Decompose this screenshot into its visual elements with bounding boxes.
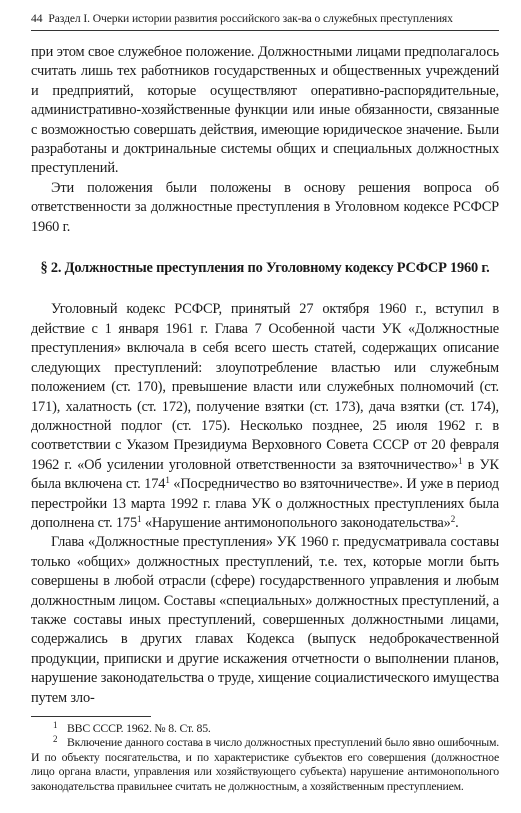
footnote-ref-2[interactable]: 2: [450, 513, 456, 524]
running-head: [31, 12, 499, 31]
footnote-divider: [31, 716, 151, 717]
paragraph-continuation: при этом свое служебное положение. Должностными лицами предполагалось считать лишь тех работников государственных и общественных учреждений и предприятий, которые осуществляют оперативно-распорядительные, административно-хозяйственные функции или иные обязанности, связанные с возможностью совершать действия, имеющие юридическое значение. Были разработаны и доктринальные системы общих и специальных должностных преступлений.: [31, 44, 499, 177]
page-number: 44: [31, 12, 43, 25]
article-superscript: 1: [137, 513, 142, 524]
footnote-text: ВВС СССР. 1962. № 8. Ст. 85.: [67, 721, 211, 735]
text-fragment: в УК была включена ст. 174: [31, 456, 499, 493]
footnote-2: 2 Включение данного состава в число должностных преступлений было явно ошибочным. И по объекту посягательства, и по характеристике субъектов его совершения (должностное лицо органа власти, управления или хозяйствующего субъекта) нарушение антимонопольного законодательства правильнее считать не должностным, а хозяйственным преступлением.: [31, 734, 499, 793]
paragraph-basis: Эти положения были положены в основу решения вопроса об ответственности за должностные преступления в Уголовном кодексе РСФСР 1960 г.: [31, 179, 499, 235]
body-text: [31, 43, 499, 708]
footnotes: [31, 721, 499, 793]
text-fragment: .: [455, 514, 459, 531]
footnote-ref-1[interactable]: 1: [458, 455, 463, 466]
footnote-text: Включение данного состава в число должностных преступлений было явно ошибочным. И по объекту посягательства, и по характеристике субъектов его совершения (должностное лицо органа власти, управления или хозяйствующего субъекта) нарушение антимонопольного законодательства правильнее считать не должностным, а хозяйственным преступлением.: [31, 735, 499, 793]
paragraph-chapter-scope: Глава «Должностные преступления» УК 1960 г. предусматривала составы только «общих» должностных преступлений, т.е. тех, которые могли быть совершены в любой отрасли (сфере) государственного управления и любым должностным лицом. Составы «специальных» должностных преступлений, а также составы иных преступлений, совершенных должностными лицами, содержались в других главах Кодекса (выпуск недоброкачественной продукции, приписки и другие искажения отчетности о выполнении планов, нарушение законодательства о труде, хищение социалистического имущества путем зло-: [31, 534, 499, 706]
article-superscript: 1: [165, 475, 170, 486]
text-fragment: «Посредничество во взяточничестве». И уже в период перестройки 13 марта 1992 г. глава УК о должностных преступлениях была дополнена ст. 175: [31, 476, 499, 531]
text-fragment: «Нарушение антимонопольного законодательства»: [141, 514, 451, 531]
running-head-title: Раздел I. Очерки истории развития российского зак-ва о служебных преступлениях: [48, 12, 453, 25]
section-heading: § 2. Должностные преступления по Уголовному кодексу РСФСР 1960 г.: [40, 260, 490, 277]
text-fragment: Уголовный кодекс РСФСР, принятый 27 октября 1960 г., вступил в действие с 1 января 1961 г. Глава 7 Особенной части УК «Должностные преступления» включала в себя всего шесть статей, содержащих описание следующих преступлений: злоупотребление властью или служебным положением (ст. 170), превышение власти или служебных полномочий (ст. 171), халатность (ст. 172), получение взятки (ст. 173), дача взятки (ст. 174), должностной подлог (ст. 175). Несколько позднее, 25 июля 1962 г. в соответствии с Указом Президиума Верховного Совета СССР от 20 февраля 1962 г. «Об усилении уголовной ответственности за взяточничество»: [31, 301, 499, 473]
footnote-1: 1 ВВС СССР. 1962. № 8. Ст. 85.: [53, 720, 211, 735]
book-page: [31, 12, 499, 793]
paragraph-criminal-code: [31, 300, 499, 533]
